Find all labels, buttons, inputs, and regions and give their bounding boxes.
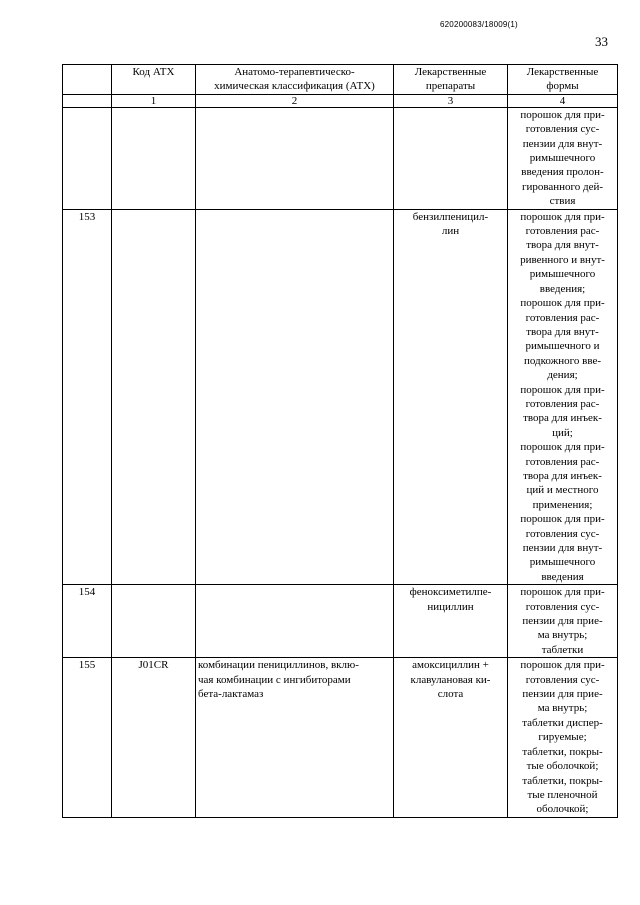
document-id: 620200083/18009(1) [440,20,518,29]
header-cell-num [63,65,112,95]
header-text: химическая классификация (АТХ) [214,80,375,93]
cell-text-line: римышечного [529,268,596,281]
cell-text-line: порошок для при- [520,108,605,121]
cell-text-line: гируемые; [538,731,587,744]
row-number-cell [63,107,112,209]
header-text: Код АТХ [132,66,175,78]
cell-text-line: нициллин [427,600,474,613]
cell-text-line: таблетки, покры- [522,774,603,787]
table-row [63,585,618,658]
table-row [63,658,618,817]
cell-text-line: порошок для при- [520,659,605,672]
cell-text-line: готовления сус- [525,673,600,686]
table-row [63,107,618,209]
dosage-forms-cell [508,107,618,209]
cell-text-line: готовления рас- [525,397,600,410]
cell-text-line: твора для инъек- [523,412,602,425]
column-number: 3 [394,94,508,107]
cell-text-line: готовления сус- [525,527,600,540]
dosage-forms-cell [508,209,618,585]
cell-text-line: ма внутрь; [537,702,588,715]
atc-code-cell [112,107,196,209]
cell-text-line: введения; [539,282,586,295]
cell-text-line: гированного дей- [521,180,604,193]
column-number: 1 [112,94,196,107]
cell-text-line: лин [441,225,460,238]
cell-text-line: чая комбинации с ингибиторами [198,673,351,686]
cell-text-line: пензии для внут- [522,542,603,554]
cell-text-line: дения; [547,369,578,382]
cell-text-line: римышечного [529,152,596,165]
cell-text-line: готовления рас- [525,455,600,468]
column-number: 2 [196,94,394,107]
row-number-cell: 153 [63,209,112,585]
cell-text-line: ций; [552,426,573,439]
dosage-forms-cell [508,585,618,658]
header-text: Лекарственные [526,66,599,78]
cell-text-line: римышечного и [525,340,600,353]
cell-text-line: порошок для при- [520,383,605,396]
cell-text-line: применения; [532,498,593,511]
header-cell-code [112,65,196,95]
cell-text-line: готовления сус- [525,600,600,613]
header-text: препараты [425,80,476,93]
cell-text-line: пензии для прие- [522,615,603,628]
cell-text-line: готовления рас- [525,225,600,238]
cell-text-line: твора для внут- [526,239,599,252]
page-number: 33 [595,34,608,49]
atc-code-cell: J01CR [112,658,196,817]
cell-text-line: готовления рас- [525,311,600,324]
column-number-row [63,94,618,107]
cell-text-line: порошок для при- [520,297,605,310]
header-cell-classification [196,65,394,95]
classification-cell [196,209,394,585]
cell-text-line: клавулановая ки- [410,673,491,686]
cell-text-line: тые пленочной [527,788,598,801]
cell-text-line: бензилпеницил- [412,210,489,223]
header-text: формы [546,80,579,93]
cell-text-line: твора для инъек- [523,469,602,482]
cell-text-line: порошок для при- [520,210,605,223]
cell-text-line: амоксициллин + [412,659,489,672]
drug-cell [394,107,508,209]
drug-cell [394,585,508,658]
cell-text-line: порошок для при- [520,586,605,599]
cell-text-line: римышечного [529,556,596,569]
cell-text-line: комбинации пенициллинов, вклю- [198,659,359,672]
header-row [63,65,618,95]
cell-text-line: ций и местного [526,484,599,497]
cell-text-line: ма внутрь; [537,629,588,642]
cell-text-line: ривенного и внут- [520,253,605,266]
cell-text-line: пензии для прие- [522,688,603,701]
drug-cell [394,209,508,585]
cell-text-line: пензии для внут- [522,137,603,150]
cell-text-line: подкожного вве- [523,354,602,367]
cell-text-line: введения пролон- [521,166,604,179]
dosage-forms-cell [508,658,618,817]
header-cell-drugs [394,65,508,95]
table-row [63,209,618,585]
drug-table [62,64,618,818]
cell-text-line: порошок для при- [520,441,605,454]
cell-text-line: таблетки [541,643,584,656]
row-number-cell: 155 [63,658,112,817]
cell-text-line: тые оболочкой; [526,760,599,773]
atc-code-cell [112,209,196,585]
cell-text-line: твора для внут- [526,325,599,338]
classification-cell [196,107,394,209]
cell-text-line: бета-лактамаз [198,688,264,701]
row-number-cell: 154 [63,585,112,658]
cell-text-line: феноксиметилпе- [409,586,492,599]
cell-text-line: введения [541,570,584,583]
atc-code-cell [112,585,196,658]
classification-cell [196,658,394,817]
column-number: 4 [508,94,618,107]
header-text: Анатомо-терапевтическо- [234,66,355,78]
cell-text-line: оболочкой; [536,803,589,816]
cell-text-line: готовления сус- [525,123,600,136]
cell-text-line: порошок для при- [520,513,605,526]
drug-cell [394,658,508,817]
cell-text-line: слота [437,688,464,701]
header-text: Лекарственные [414,66,487,78]
column-number [63,94,112,107]
header-cell-forms [508,65,618,95]
classification-cell [196,585,394,658]
cell-text-line: ствия [549,195,576,208]
cell-text-line: таблетки, покры- [522,745,603,758]
cell-text-line: таблетки диспер- [522,716,603,729]
